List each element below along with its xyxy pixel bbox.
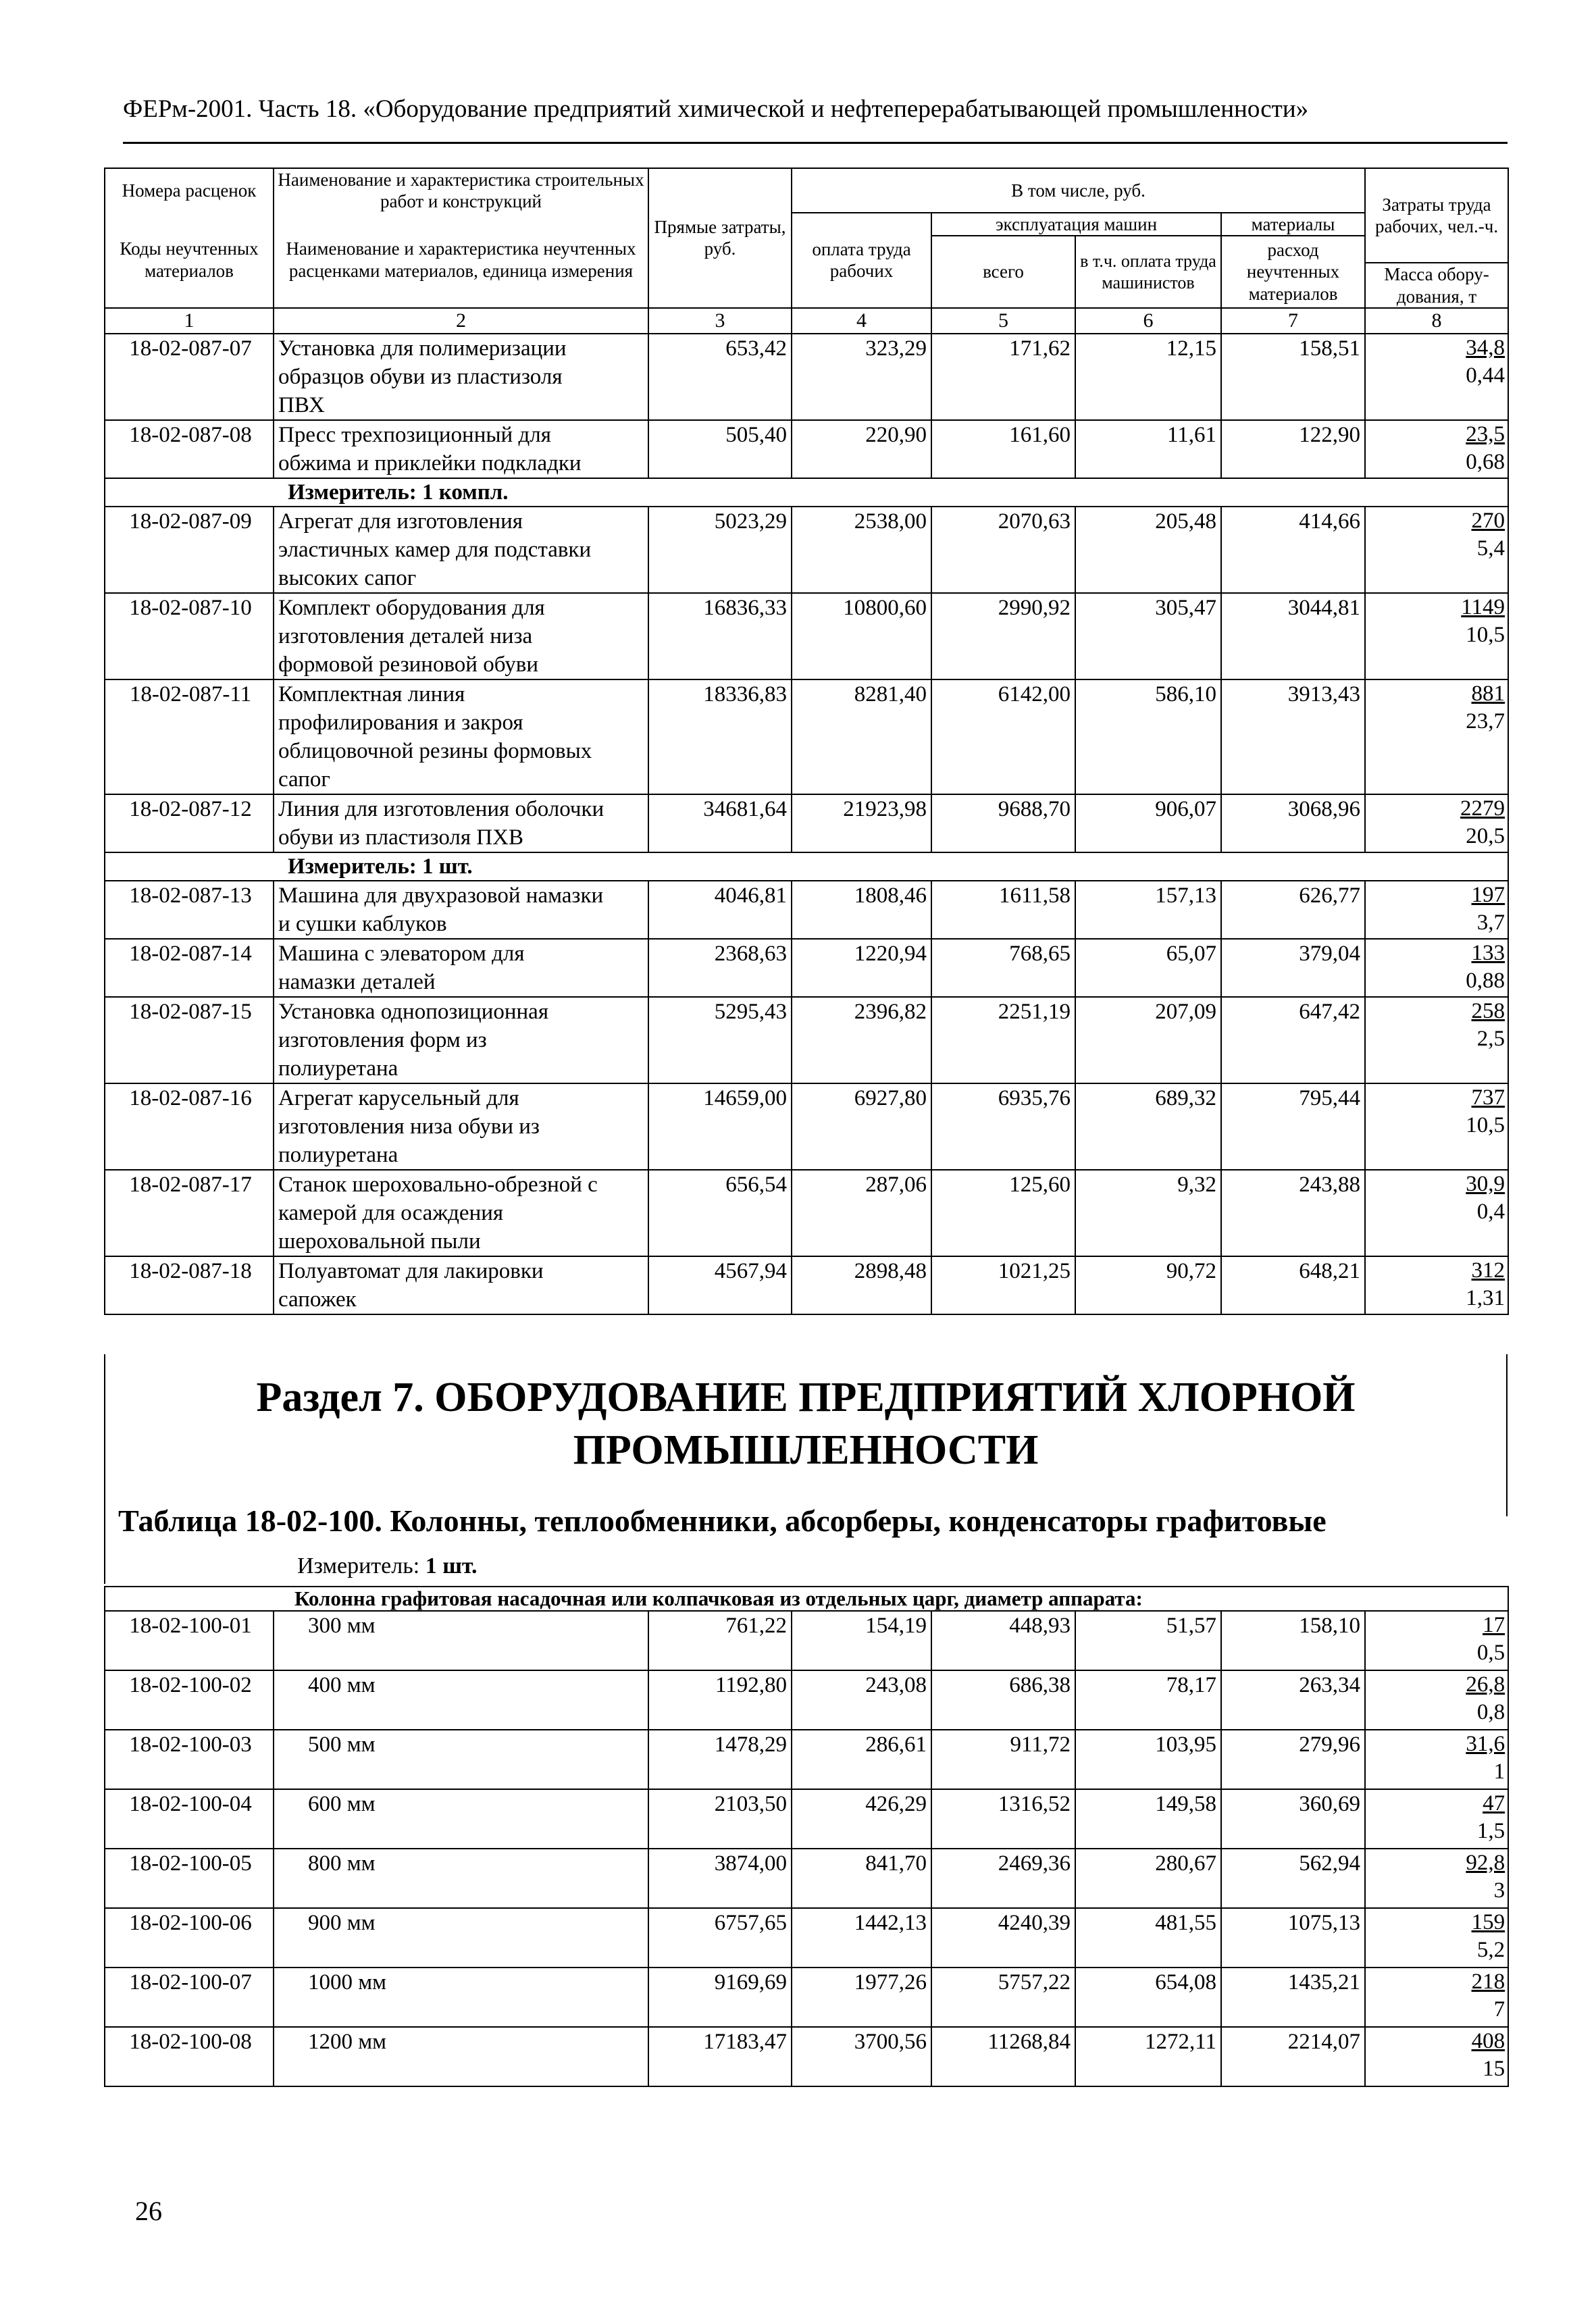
rate-code: 18-02-087-11 — [105, 679, 274, 794]
equipment-mass: 0,68 — [1466, 449, 1505, 474]
operator-pay: 90,72 — [1075, 1256, 1221, 1314]
equipment-mass: 23,7 — [1466, 709, 1505, 734]
equipment-mass: 1 — [1493, 1759, 1505, 1784]
work-name-line: обуви из пластизоля ПХВ — [278, 825, 523, 850]
equipment-mass: 1,5 — [1476, 1819, 1505, 1843]
column-index: 2 — [274, 308, 648, 334]
labor-hours: 737 — [1471, 1085, 1505, 1110]
machines-total: 6142,00 — [931, 679, 1075, 794]
operator-pay: 689,32 — [1075, 1083, 1221, 1170]
col-header-labor-hours: Затраты труда рабочих, чел.-ч. — [1365, 168, 1508, 263]
direct-costs: 3874,00 — [648, 1849, 792, 1908]
table-row — [105, 1170, 1508, 1256]
materials-cost: 1435,21 — [1221, 1968, 1365, 2027]
direct-costs: 2103,50 — [648, 1789, 792, 1849]
work-name-line: намазки деталей — [278, 969, 436, 994]
table-row — [105, 939, 1508, 997]
work-name-line: профилирования и закроя — [278, 710, 523, 735]
labor-hours: 270 — [1471, 508, 1505, 533]
direct-costs: 2368,63 — [648, 939, 792, 997]
materials-cost: 648,21 — [1221, 1256, 1365, 1314]
equipment-mass: 10,5 — [1466, 622, 1505, 647]
col-header-work-name: Наименование и характеристика строительных работ и конструкций — [274, 168, 648, 213]
work-name — [274, 997, 648, 1083]
work-name — [274, 939, 648, 997]
table-row — [105, 1968, 1508, 2027]
labor-hours-and-mass — [1365, 1083, 1508, 1170]
table-row — [105, 593, 1508, 679]
direct-costs: 4046,81 — [648, 881, 792, 939]
work-name-line: Линия для изготовления оболочки — [278, 796, 604, 821]
labor-hours: 1149 — [1461, 594, 1505, 619]
materials-cost: 626,77 — [1221, 881, 1365, 939]
direct-costs: 505,40 — [648, 420, 792, 478]
rows-group-100 — [105, 1587, 1508, 2086]
work-name-line: Агрегат карусельный для — [278, 1085, 519, 1110]
labor-pay: 1442,13 — [792, 1908, 931, 1968]
column-index: 1 — [105, 308, 274, 334]
labor-hours: 312 — [1471, 1258, 1505, 1283]
col-header-material-codes: Коды неучтенных материалов — [105, 213, 274, 308]
work-name-line: Комплект оборудования для — [278, 595, 545, 620]
work-name-line: Установка для полимеризации — [278, 336, 567, 361]
work-name — [274, 593, 648, 679]
col-header-operator-pay: в т.ч. оплата труда машинистов — [1075, 236, 1221, 308]
labor-hours: 17 — [1483, 1613, 1505, 1637]
materials-cost: 1075,13 — [1221, 1908, 1365, 1968]
labor-hours: 30,9 — [1466, 1171, 1505, 1196]
operator-pay: 586,10 — [1075, 679, 1221, 794]
work-name — [274, 794, 648, 852]
col-header-labor-pay: оплата труда рабочих — [792, 213, 931, 308]
work-name-line: Агрегат для изготовления — [278, 509, 523, 534]
table-row — [105, 1789, 1508, 1849]
operator-pay: 12,15 — [1075, 334, 1221, 420]
work-name-line: Машина для двухразовой намазки — [278, 883, 604, 908]
rate-code: 18-02-100-08 — [105, 2027, 274, 2086]
measure-label: Измеритель: — [297, 1553, 420, 1578]
labor-hours-and-mass — [1365, 1730, 1508, 1789]
table-header — [105, 168, 1508, 334]
machines-total: 448,93 — [931, 1611, 1075, 1670]
operator-pay: 280,67 — [1075, 1849, 1221, 1908]
materials-cost: 3068,96 — [1221, 794, 1365, 852]
work-name-line: ПВХ — [278, 392, 325, 417]
work-name-line: изготовления низа обуви из — [278, 1114, 540, 1139]
section-title-line1: Раздел 7. ОБОРУДОВАНИЕ ПРЕДПРИЯТИЙ ХЛОРНОЙ — [256, 1374, 1356, 1420]
table-row — [105, 881, 1508, 939]
header-rule — [123, 142, 1508, 144]
labor-hours: 218 — [1471, 1970, 1505, 1994]
work-name-line: формовой резиновой обуви — [278, 652, 538, 677]
col-header-unaccounted-materials: расход неучтенных материалов — [1221, 236, 1365, 308]
labor-hours: 31,6 — [1466, 1732, 1505, 1756]
measure-row-a — [105, 478, 1508, 507]
labor-hours-and-mass — [1365, 997, 1508, 1083]
work-name-line: эластичных камер для подставки — [278, 537, 592, 562]
work-name-line: обжима и приклейки подкладки — [278, 451, 582, 475]
work-name — [274, 507, 648, 593]
equipment-mass: 3 — [1493, 1878, 1505, 1903]
direct-costs: 18336,83 — [648, 679, 792, 794]
machines-total: 5757,22 — [931, 1968, 1075, 2027]
col-header-direct-costs: Прямые затраты, руб. — [648, 168, 792, 308]
table-row — [105, 1730, 1508, 1789]
work-name: 500 мм — [274, 1730, 648, 1789]
labor-hours-and-mass — [1365, 1789, 1508, 1849]
labor-pay: 2538,00 — [792, 507, 931, 593]
table-row — [105, 1908, 1508, 1968]
labor-hours-and-mass — [1365, 420, 1508, 478]
machines-total: 6935,76 — [931, 1083, 1075, 1170]
work-name: 400 мм — [274, 1670, 648, 1730]
labor-hours: 26,8 — [1466, 1672, 1505, 1697]
materials-cost: 2214,07 — [1221, 2027, 1365, 2086]
labor-pay: 243,08 — [792, 1670, 931, 1730]
materials-cost: 379,04 — [1221, 939, 1365, 997]
equipment-mass: 5,4 — [1476, 536, 1505, 561]
labor-hours-and-mass — [1365, 1170, 1508, 1256]
equipment-mass: 0,88 — [1466, 968, 1505, 993]
labor-hours: 133 — [1471, 940, 1505, 965]
operator-pay: 481,55 — [1075, 1908, 1221, 1968]
labor-pay: 6927,80 — [792, 1083, 931, 1170]
equipment-mass: 3,7 — [1476, 910, 1505, 935]
work-name-line: и сушки каблуков — [278, 911, 447, 936]
labor-pay: 8281,40 — [792, 679, 931, 794]
rate-code: 18-02-087-13 — [105, 881, 274, 939]
work-name: 600 мм — [274, 1789, 648, 1849]
labor-hours: 197 — [1471, 882, 1505, 907]
operator-pay: 1272,11 — [1075, 2027, 1221, 2086]
work-name-line: Установка однопозиционная — [278, 999, 549, 1024]
direct-costs: 1192,80 — [648, 1670, 792, 1730]
column-index: 3 — [648, 308, 792, 334]
work-name — [274, 334, 648, 420]
materials-cost: 158,51 — [1221, 334, 1365, 420]
materials-cost: 3913,43 — [1221, 679, 1365, 794]
work-name-line: полиуретана — [278, 1142, 398, 1167]
col-header-material-name: Наименование и характеристика неучтенных расценками материалов, единица измерения — [274, 213, 648, 308]
measure-row-b — [105, 852, 1508, 881]
materials-cost: 279,96 — [1221, 1730, 1365, 1789]
rate-code: 18-02-087-15 — [105, 997, 274, 1083]
machines-total: 2251,19 — [931, 997, 1075, 1083]
labor-pay: 154,19 — [792, 1611, 931, 1670]
labor-hours: 258 — [1471, 998, 1505, 1023]
col-header-machines: эксплуатация машин — [931, 213, 1221, 236]
labor-pay: 10800,60 — [792, 593, 931, 679]
work-name-line: изготовления форм из — [278, 1027, 487, 1052]
labor-hours-and-mass — [1365, 1908, 1508, 1968]
labor-hours: 34,8 — [1466, 335, 1505, 360]
work-name — [274, 1083, 648, 1170]
table-row — [105, 2027, 1508, 2086]
operator-pay: 78,17 — [1075, 1670, 1221, 1730]
table-row — [105, 997, 1508, 1083]
table-row — [105, 1256, 1508, 1314]
equipment-mass: 0,5 — [1476, 1641, 1505, 1665]
operator-pay: 205,48 — [1075, 507, 1221, 593]
work-name-line: Машина с элеватором для — [278, 941, 525, 966]
direct-costs: 9169,69 — [648, 1968, 792, 2027]
labor-hours: 881 — [1471, 681, 1505, 706]
work-name-line: камерой для осаждения — [278, 1200, 504, 1225]
rate-code: 18-02-100-01 — [105, 1611, 274, 1670]
group-title: Колонна графитовая насадочная или колпачковая из отдельных царг, диаметр аппарата: — [105, 1587, 1508, 1611]
rate-code: 18-02-100-06 — [105, 1908, 274, 1968]
labor-hours-and-mass — [1365, 334, 1508, 420]
measure-label: Измеритель: 1 компл. — [105, 478, 1508, 507]
labor-pay: 2396,82 — [792, 997, 931, 1083]
page-number: 26 — [135, 2196, 162, 2226]
rate-code: 18-02-087-08 — [105, 420, 274, 478]
labor-pay: 3700,56 — [792, 2027, 931, 2086]
labor-pay: 1808,46 — [792, 881, 931, 939]
rate-code: 18-02-100-07 — [105, 1968, 274, 2027]
work-name-line: сапог — [278, 767, 330, 792]
labor-pay: 286,61 — [792, 1730, 931, 1789]
labor-hours-and-mass — [1365, 507, 1508, 593]
machines-total: 1611,58 — [931, 881, 1075, 939]
column-index: 4 — [792, 308, 931, 334]
rate-code: 18-02-087-18 — [105, 1256, 274, 1314]
operator-pay: 9,32 — [1075, 1170, 1221, 1256]
rate-code: 18-02-100-05 — [105, 1849, 274, 1908]
table-row — [105, 794, 1508, 852]
rate-code: 18-02-087-12 — [105, 794, 274, 852]
labor-pay: 841,70 — [792, 1849, 931, 1908]
machines-total: 768,65 — [931, 939, 1075, 997]
labor-hours-and-mass — [1365, 1611, 1508, 1670]
table-row — [105, 1083, 1508, 1170]
column-index: 6 — [1075, 308, 1221, 334]
machines-total: 686,38 — [931, 1670, 1075, 1730]
rate-code: 18-02-087-17 — [105, 1170, 274, 1256]
machines-total: 2990,92 — [931, 593, 1075, 679]
table-row — [105, 507, 1508, 593]
column-index: 7 — [1221, 308, 1365, 334]
equipment-mass: 0,4 — [1476, 1199, 1505, 1224]
work-name-line: сапожек — [278, 1287, 357, 1312]
column-index: 8 — [1365, 308, 1508, 334]
work-name-line: облицовочной резины формовых — [278, 738, 592, 763]
machines-total: 125,60 — [931, 1170, 1075, 1256]
machines-total: 911,72 — [931, 1730, 1075, 1789]
equipment-mass: 15 — [1483, 2057, 1505, 2081]
page-header-title: ФЕРм-2001. Часть 18. «Оборудование предприятий химической и нефтеперерабатывающей промышленности» — [123, 95, 1309, 123]
rate-code: 18-02-087-09 — [105, 507, 274, 593]
labor-hours-and-mass — [1365, 1670, 1508, 1730]
materials-cost: 263,34 — [1221, 1670, 1365, 1730]
machines-total: 1021,25 — [931, 1256, 1075, 1314]
machines-total: 11268,84 — [931, 2027, 1075, 2086]
work-name — [274, 679, 648, 794]
operator-pay: 103,95 — [1075, 1730, 1221, 1789]
labor-pay: 2898,48 — [792, 1256, 931, 1314]
labor-hours-and-mass — [1365, 1968, 1508, 2027]
labor-pay: 220,90 — [792, 420, 931, 478]
rows-group-c — [105, 881, 1508, 1314]
equipment-mass: 1,31 — [1466, 1285, 1505, 1310]
work-name — [274, 1256, 648, 1314]
operator-pay: 149,58 — [1075, 1789, 1221, 1849]
rate-code: 18-02-087-10 — [105, 593, 274, 679]
column-index-row — [105, 308, 1508, 334]
materials-cost: 243,88 — [1221, 1170, 1365, 1256]
materials-cost: 647,42 — [1221, 997, 1365, 1083]
rates-table-087 — [104, 168, 1509, 1315]
section-title — [104, 1371, 1508, 1476]
direct-costs: 6757,65 — [648, 1908, 792, 1968]
operator-pay: 51,57 — [1075, 1611, 1221, 1670]
section-title-line2: ПРОМЫШЛЕННОСТИ — [573, 1427, 1039, 1473]
work-name-line: изготовления деталей низа — [278, 623, 533, 648]
labor-pay: 1977,26 — [792, 1968, 931, 2027]
materials-cost: 414,66 — [1221, 507, 1365, 593]
rows-group-a — [105, 334, 1508, 478]
labor-hours: 92,8 — [1466, 1851, 1505, 1875]
labor-hours-and-mass — [1365, 881, 1508, 939]
materials-cost: 795,44 — [1221, 1083, 1365, 1170]
direct-costs: 761,22 — [648, 1611, 792, 1670]
table-caption: Таблица 18-02-100. Колонны, теплообменники, абсорберы, конденсаторы графитовые — [118, 1503, 1327, 1538]
rate-code: 18-02-100-02 — [105, 1670, 274, 1730]
machines-total: 9688,70 — [931, 794, 1075, 852]
work-name-line: образцов обуви из пластизоля — [278, 364, 563, 389]
operator-pay: 906,07 — [1075, 794, 1221, 852]
labor-hours-and-mass — [1365, 794, 1508, 852]
col-header-rate-numbers: Номера расценок — [105, 168, 274, 213]
work-name — [274, 420, 648, 478]
labor-pay: 21923,98 — [792, 794, 931, 852]
work-name-line: Пресс трехпозиционный для — [278, 422, 551, 447]
materials-cost: 158,10 — [1221, 1611, 1365, 1670]
equipment-mass: 5,2 — [1476, 1938, 1505, 1962]
machines-total: 161,60 — [931, 420, 1075, 478]
col-header-materials: материалы — [1221, 213, 1365, 236]
work-name — [274, 1170, 648, 1256]
labor-hours-and-mass — [1365, 679, 1508, 794]
equipment-mass: 2,5 — [1476, 1026, 1505, 1051]
materials-cost: 562,94 — [1221, 1849, 1365, 1908]
table-row — [105, 679, 1508, 794]
rate-code: 18-02-100-04 — [105, 1789, 274, 1849]
work-name: 1200 мм — [274, 2027, 648, 2086]
measure-label: Измеритель: 1 шт. — [105, 852, 1508, 881]
direct-costs: 17183,47 — [648, 2027, 792, 2086]
direct-costs: 1478,29 — [648, 1730, 792, 1789]
direct-costs: 34681,64 — [648, 794, 792, 852]
equipment-mass: 7 — [1493, 1997, 1505, 2022]
operator-pay: 65,07 — [1075, 939, 1221, 997]
direct-costs: 656,54 — [648, 1170, 792, 1256]
work-name-line: Комплектная линия — [278, 682, 465, 706]
operator-pay: 11,61 — [1075, 420, 1221, 478]
equipment-mass: 10,5 — [1466, 1112, 1505, 1137]
column-index: 5 — [931, 308, 1075, 334]
labor-hours: 23,5 — [1466, 421, 1505, 446]
table-measure — [297, 1553, 478, 1579]
equipment-mass: 0,44 — [1466, 363, 1505, 388]
labor-pay: 287,06 — [792, 1170, 931, 1256]
table-row — [105, 420, 1508, 478]
machines-total: 2070,63 — [931, 507, 1075, 593]
rates-table-100 — [104, 1586, 1509, 2087]
work-name-line: высоких сапог — [278, 565, 417, 590]
col-header-including: В том числе, руб. — [792, 168, 1365, 213]
materials-cost: 122,90 — [1221, 420, 1365, 478]
machines-total: 171,62 — [931, 334, 1075, 420]
rate-code: 18-02-087-14 — [105, 939, 274, 997]
table-row — [105, 1611, 1508, 1670]
operator-pay: 305,47 — [1075, 593, 1221, 679]
operator-pay: 207,09 — [1075, 997, 1221, 1083]
rate-code: 18-02-100-03 — [105, 1730, 274, 1789]
labor-hours-and-mass — [1365, 593, 1508, 679]
direct-costs: 14659,00 — [648, 1083, 792, 1170]
direct-costs: 4567,94 — [648, 1256, 792, 1314]
work-name: 800 мм — [274, 1849, 648, 1908]
col-header-equipment-mass: Масса обору-дования, т — [1365, 263, 1508, 308]
operator-pay: 654,08 — [1075, 1968, 1221, 2027]
direct-costs: 653,42 — [648, 334, 792, 420]
work-name-line: Станок шероховально-обрезной с — [278, 1172, 598, 1197]
rate-code: 18-02-087-07 — [105, 334, 274, 420]
equipment-mass: 20,5 — [1466, 823, 1505, 848]
work-name-line: Полуавтомат для лакировки — [278, 1258, 544, 1283]
labor-pay: 323,29 — [792, 334, 931, 420]
measure-value: 1 шт. — [425, 1553, 478, 1578]
machines-total: 4240,39 — [931, 1908, 1075, 1968]
materials-cost: 3044,81 — [1221, 593, 1365, 679]
operator-pay: 157,13 — [1075, 881, 1221, 939]
direct-costs: 5295,43 — [648, 997, 792, 1083]
table-row — [105, 1670, 1508, 1730]
work-name: 900 мм — [274, 1908, 648, 1968]
labor-hours-and-mass — [1365, 1849, 1508, 1908]
labor-pay: 1220,94 — [792, 939, 931, 997]
labor-hours: 47 — [1483, 1791, 1505, 1816]
table-row — [105, 1849, 1508, 1908]
work-name-line: шероховальной пыли — [278, 1229, 481, 1254]
labor-hours-and-mass — [1365, 2027, 1508, 2086]
direct-costs: 5023,29 — [648, 507, 792, 593]
materials-cost: 360,69 — [1221, 1789, 1365, 1849]
labor-hours: 2279 — [1460, 796, 1505, 821]
labor-hours: 408 — [1471, 2029, 1505, 2053]
machines-total: 1316,52 — [931, 1789, 1075, 1849]
rate-code: 18-02-087-16 — [105, 1083, 274, 1170]
work-name — [274, 881, 648, 939]
labor-pay: 426,29 — [792, 1789, 931, 1849]
work-name: 300 мм — [274, 1611, 648, 1670]
direct-costs: 16836,33 — [648, 593, 792, 679]
labor-hours-and-mass — [1365, 1256, 1508, 1314]
rows-group-b — [105, 507, 1508, 852]
machines-total: 2469,36 — [931, 1849, 1075, 1908]
equipment-mass: 0,8 — [1476, 1700, 1505, 1724]
col-header-machines-total: всего — [931, 236, 1075, 308]
table-row — [105, 334, 1508, 420]
labor-hours-and-mass — [1365, 939, 1508, 997]
labor-hours: 159 — [1471, 1910, 1505, 1934]
work-name-line: полиуретана — [278, 1056, 398, 1081]
work-name: 1000 мм — [274, 1968, 648, 2027]
